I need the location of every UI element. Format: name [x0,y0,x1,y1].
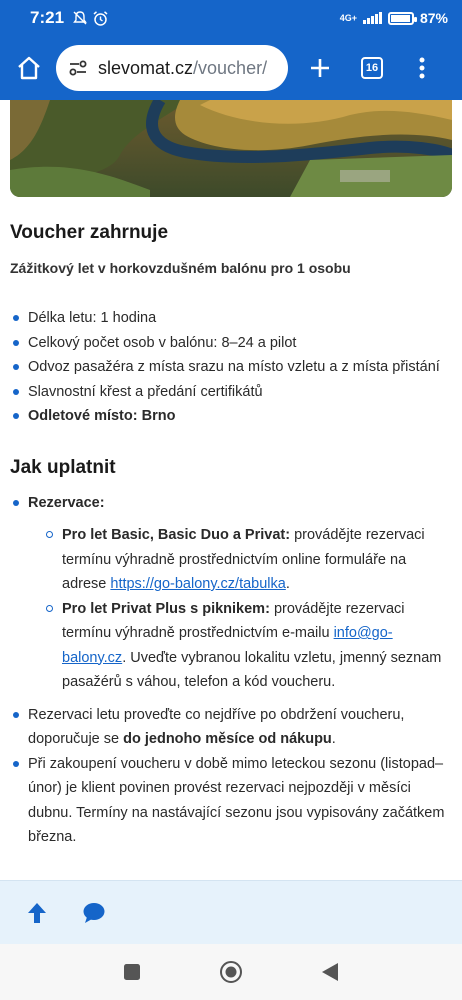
bottom-action-bar [0,880,462,944]
battery-percent: 87% [419,10,448,26]
home-circle-icon[interactable] [219,960,243,984]
hero-image [10,100,452,197]
redeem-list [10,491,450,850]
browser-toolbar [0,36,462,100]
status-bar [0,0,462,36]
list-item: Při zakoupení voucheru v době mimo leteckou sezonu (listopad–únor) je klient povinen provést rezervaci nejpozději v měsíci dubnu. Termíny na nastávající sezonu jsou vypisovány začátkem března. [10,752,450,850]
tab-switcher-button[interactable] [350,46,394,90]
recents-square-icon[interactable] [123,963,141,981]
signal-icon [363,12,382,24]
voucher-content [10,222,450,850]
list-item [10,491,450,695]
asap-bold: do jednoho měsíce od nákupu [123,731,332,747]
email-link[interactable]: info@go-balony.cz [62,625,393,666]
chat-bubble-icon[interactable] [82,902,106,924]
reservation-label: Rezervace: [28,494,105,511]
status-time: 7:21 [30,8,65,27]
battery-icon [388,12,414,25]
url-path: /voucher/ [193,57,268,78]
tab-count: 16 [361,57,383,79]
arrow-up-icon[interactable] [26,901,48,925]
list-item: Pro let Basic, Basic Duo a Privat: provádějte rezervaci termínu výhradně prostřednictvím online formuláře na adrese https://go-balony.cz/tabulka. [44,523,450,597]
network-type: 4G+ [339,12,357,23]
booking-form-link[interactable]: https://go-balony.cz/tabulka [110,576,286,592]
url-text [98,58,267,79]
list-item: Odvoz pasažéra z místa srazu na místo vzletu a z místa přistání [10,355,450,380]
basic-label: Pro let Basic, Basic Duo a Privat: [62,527,291,543]
url-bar[interactable] [56,45,288,91]
list-item: Délka letu: 1 hodina [10,306,450,331]
list-item: Celkový počet osob v balónu: 8–24 a pilot [10,331,450,356]
voucher-subtitle: Zážitkový let v horkovzdušném balónu pro 1 osobu [10,260,351,276]
plus-icon [309,57,331,79]
list-item: Pro let Privat Plus s piknikem: provádějte rezervaci termínu výhradně prostřednictvím e-mailu info@go-balony.cz. Uveďte vybranou lokalitu vzletu, jmenný seznam pasažérů s váhou, telefon a kód voucheru. [44,597,450,695]
notifications-off-icon [72,10,88,26]
home-button[interactable] [14,53,44,83]
more-vert-icon [419,57,425,79]
new-tab-button[interactable] [298,46,342,90]
redeem-heading: Jak uplatnit [10,456,116,478]
voucher-heading: Voucher zahrnuje [10,222,169,243]
plus-label: Pro let Privat Plus s piknikem: [62,600,270,617]
list-item: Slavnostní křest a předání certifikátů [10,380,450,405]
system-nav-bar [0,944,462,1000]
basic-text: provádějte rezervaci termínu výhradně prostřednictvím online formuláře na adrese [62,527,425,592]
back-triangle-icon[interactable] [321,962,339,982]
home-icon [16,55,42,81]
reservation-sublist [44,523,450,695]
alarm-icon [92,10,109,27]
list-item: Odletové místo: Brno [10,404,450,429]
site-settings-icon [68,59,88,77]
list-item: Rezervaci letu proveďte co nejdříve po obdržení voucheru, doporučuje se do jednoho měsíce od nákupu. [10,703,450,752]
menu-button[interactable] [400,46,444,90]
url-host: slevomat.cz [98,57,194,78]
plus-text: provádějte rezervaci termínu výhradně prostřednictvím e-mailu [62,600,405,641]
voucher-list [10,306,450,429]
